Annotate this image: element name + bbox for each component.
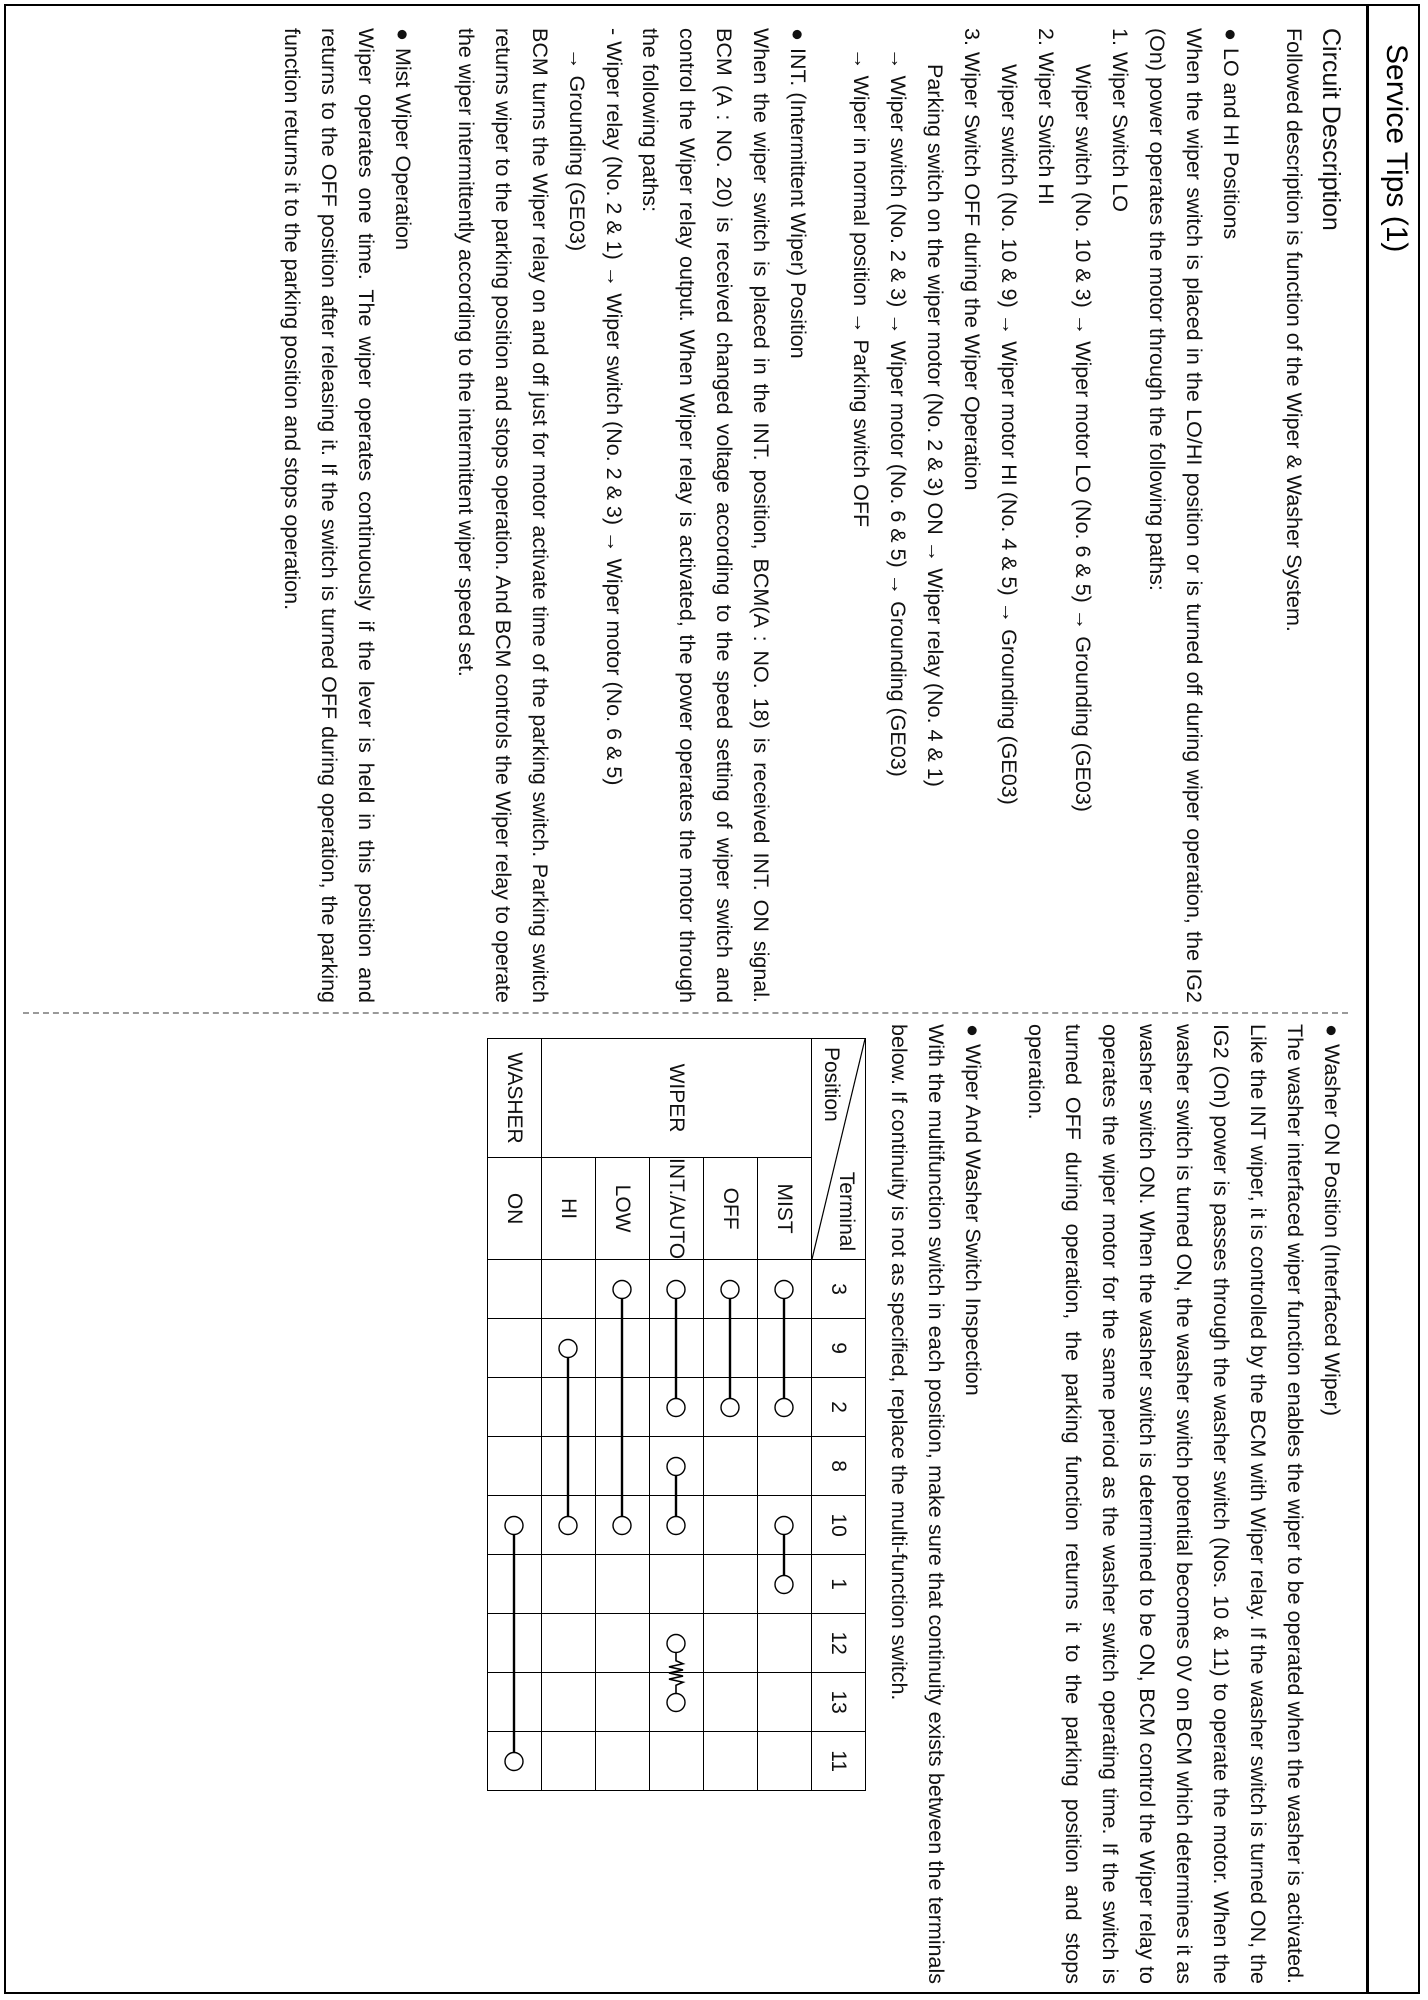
section-subtitle: Followed description is function of the Wiper & Washer System. bbox=[1282, 28, 1306, 632]
page-header bbox=[1366, 6, 1420, 1994]
inspection-block bbox=[487, 1024, 991, 1984]
page-title: Service Tips (1) bbox=[1380, 44, 1413, 253]
washer-block bbox=[1017, 1024, 1350, 1984]
step3-line1: Parking switch on the wiper motor (No. 2 & 3) ON → Wiper relay (No. 4 & 1) bbox=[923, 64, 948, 787]
lo-hi-heading: ● LO and HI Positions bbox=[1212, 28, 1249, 1003]
table-row bbox=[488, 1039, 542, 1791]
mist-block bbox=[273, 28, 421, 1003]
mist-heading: ● Mist Wiper Operation bbox=[384, 28, 421, 1003]
step3-line3: → Wiper in normal position → Parking switch OFF bbox=[849, 48, 874, 528]
position-cell: ON bbox=[488, 1158, 542, 1260]
bullet-icon: ● bbox=[1219, 28, 1244, 41]
left-column bbox=[247, 28, 1350, 1003]
inspection-heading: ● Wiper And Washer Switch Inspection bbox=[954, 1024, 991, 1984]
step1-path: Wiper switch (No. 10 & 3) → Wiper motor LO (No. 6 & 5) → Grounding (GE03) bbox=[1071, 64, 1096, 812]
terminal-header: 2 bbox=[812, 1378, 866, 1437]
int-para1: When the wiper switch is placed in the INT. position, BCM(A : NO. 18) is received INT. ON signal. BCM (A : NO. 20) is received changed voltage according to the speed setting of wiper switch and control the Wiper relay output. When Wiper relay is activated, the power operates the motor through the following paths: bbox=[638, 28, 774, 1003]
washer-heading: ● Washer ON Position (Interfaced Wiper) bbox=[1313, 1024, 1350, 1984]
int-block bbox=[447, 28, 817, 1003]
bullet-icon: ● bbox=[1320, 1024, 1344, 1037]
position-cell: OFF bbox=[704, 1158, 758, 1260]
corner-position-label: Position bbox=[819, 1047, 843, 1122]
washer-para: The washer interfaced wiper function enables the wiper to be operated when the washer is activated. Like the INT wiper, it is controlled by the BCM with Wiper relay. If the washer switch is turned ON, the IG2 (On) power is passes through the washer switch (Nos. 10 & 11) to operate the motor. When the washer switch is turned ON, the washer switch potential becomes 0V on BCM which determines it as washer switch ON. When the washer switch is determined to be ON, BCM control the Wiper relay to operates the wiper motor for the same period as the washer switch operating time. If the switch is turned OFF during operation, the parking function returns it to the parking position and stops operation. bbox=[1024, 1024, 1308, 1984]
mist-para: Wiper operates one time. The wiper operates continuously if the lever is held in this position and returns to the OFF position after releasing it. If the switch is turned OFF during operation, the parking function returns it to the parking position and stops operation. bbox=[279, 28, 378, 1003]
column-divider bbox=[23, 1012, 1348, 1014]
group-wiper: WIPER bbox=[542, 1039, 812, 1158]
right-column bbox=[461, 1024, 1350, 1984]
lo-hi-intro: When the wiper switch is placed in the LO/HI position or is turned off during wiper operation, the IG2 (On) power operates the motor through the following paths: bbox=[1145, 28, 1207, 1003]
rotated-page bbox=[4, 6, 1420, 1994]
terminal-header: 13 bbox=[812, 1673, 866, 1732]
lo-hi-block bbox=[842, 28, 1249, 1003]
step1-title: 1. Wiper Switch LO bbox=[1108, 28, 1133, 212]
terminal-header: 10 bbox=[812, 1496, 866, 1555]
document-frame bbox=[4, 4, 1420, 1994]
bullet-icon: ● bbox=[961, 1024, 986, 1037]
table-corner-cell bbox=[812, 1039, 866, 1260]
int-path2: → Grounding (GE03) bbox=[564, 48, 589, 252]
step2-path: Wiper switch (No. 10 & 9) → Wiper motor HI (No. 4 & 5) → Grounding (GE03) bbox=[997, 64, 1022, 805]
terminal-header: 11 bbox=[812, 1732, 866, 1791]
position-cell: LOW bbox=[596, 1158, 650, 1260]
continuity-table-wrap bbox=[487, 1038, 866, 1984]
bullet-icon: ● bbox=[786, 28, 811, 41]
table-row bbox=[758, 1039, 812, 1791]
bullet-icon: ● bbox=[390, 28, 415, 41]
position-cell: MIST bbox=[758, 1158, 812, 1260]
terminal-header: 3 bbox=[812, 1260, 866, 1319]
terminal-header: 12 bbox=[812, 1614, 866, 1673]
section-title: Circuit Description bbox=[1317, 28, 1345, 231]
group-washer: WASHER bbox=[488, 1039, 542, 1158]
corner-terminal-label: Terminal bbox=[835, 1171, 859, 1252]
step3-line2: → Wiper switch (No. 2 & 3) → Wiper motor (No. 6 & 5) → Grounding (GE03) bbox=[886, 48, 911, 777]
step2-title: 2. Wiper Switch HI bbox=[1034, 28, 1059, 205]
continuity-table bbox=[487, 1038, 866, 1791]
terminal-header: 9 bbox=[812, 1319, 866, 1378]
step3-title: 3. Wiper Switch OFF during the Wiper Operation bbox=[960, 28, 985, 491]
position-cell: INT./AUTO bbox=[650, 1158, 704, 1260]
terminal-header: 8 bbox=[812, 1437, 866, 1496]
table-header-row bbox=[812, 1039, 866, 1791]
inspection-para: With the multifunction switch in each position, make sure that continuity exists between the terminals below. If continuity is not as specified, replace the multi-function switch. bbox=[887, 1024, 949, 1984]
terminal-header: 1 bbox=[812, 1555, 866, 1614]
int-para2: BCM turns the Wiper relay on and off just for motor activate time of the parking switch. Parking switch returns wiper to the parking position and stops operation. And BCM controls the Wiper relay to operate the wiper intermittently according to the intermittent wiper speed set. bbox=[453, 28, 552, 1003]
int-path1: - Wiper relay (No. 2 & 1) → Wiper switch (No. 2 & 3) → Wiper motor (No. 6 & 5) bbox=[601, 28, 626, 786]
position-cell: HI bbox=[542, 1158, 596, 1260]
int-heading: ● INT. (Intermittent Wiper) Position bbox=[779, 28, 816, 1003]
